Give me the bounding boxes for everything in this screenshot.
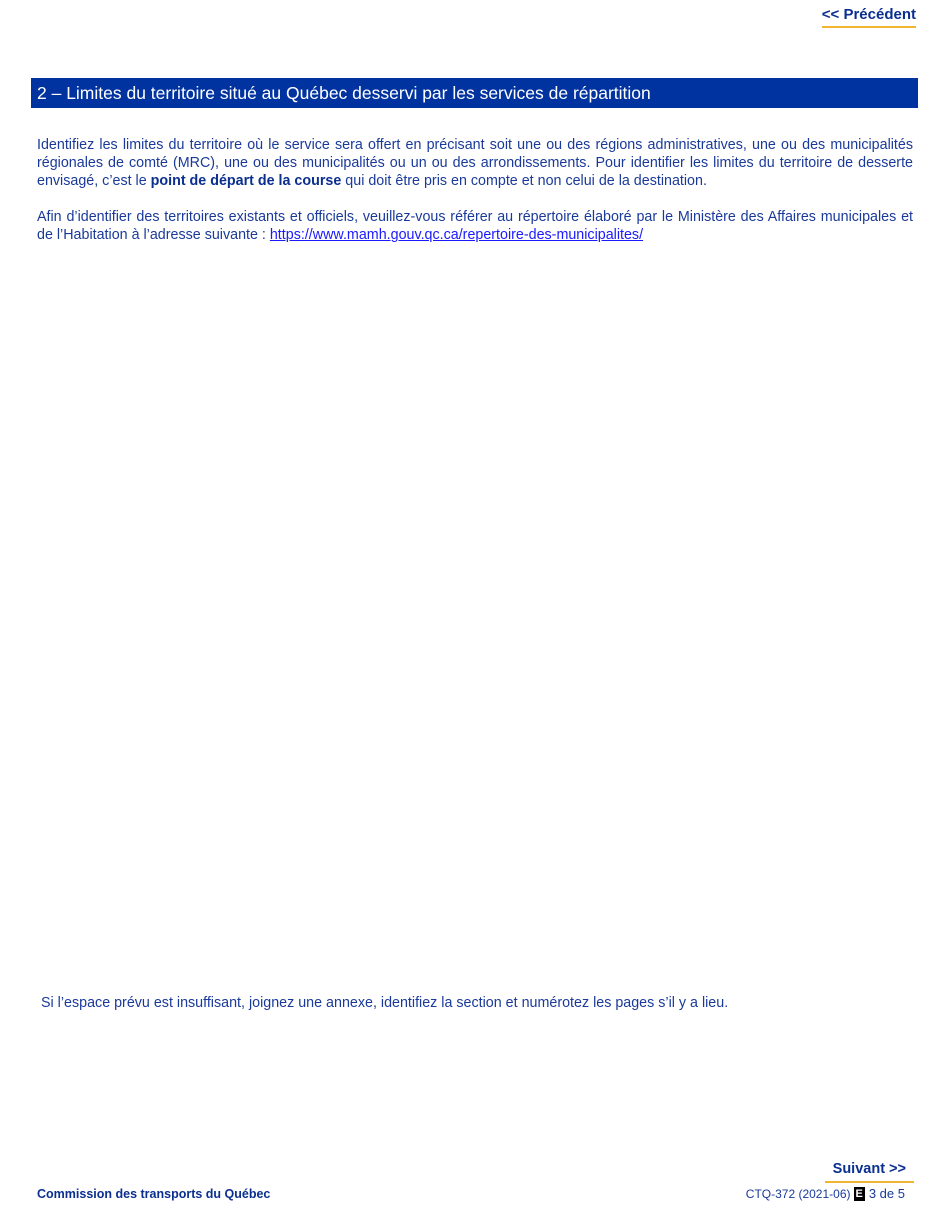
instructions-text-start: Identifiez les limites du territoire où le service sera offert en précisant soit une ou des régions administratives, une ou des municipalités régionales de comté (MRC), une ou des municipalités ou un ou des arrondissements. Pour identifier les limites du territoire de desserte envisagé, c’est le: [37, 137, 913, 190]
instructions-bold-text: point de départ de la course: [150, 173, 342, 190]
previous-page-link[interactable]: << Précédent: [822, 6, 916, 28]
footer-organization: Commission des transports du Québec: [37, 1187, 271, 1201]
page-number: 3 de 5: [868, 1186, 905, 1201]
section-title: 2 – Limites du territoire situé au Québec desservi par les services de répartition: [31, 78, 918, 108]
edition-mark: E: [855, 1187, 863, 1200]
territory-limits-textarea[interactable]: [37, 262, 917, 986]
instructions-paragraph: [37, 136, 913, 191]
insufficient-space-note: Si l’espace prévu est insuffisant, joignez une annexe, identifiez la section et numérotez les pages s’il y a lieu.: [41, 995, 729, 1011]
reference-text: Afin d’identifier des territoires existants et officiels, veuillez-vous référer au répertoire élaboré par le Ministère des Affaires municipales et de l’Habitation à l’adresse suivante :: [37, 209, 913, 244]
municipalities-directory-link[interactable]: https://www.mamh.gouv.qc.ca/repertoire-des-municipalites/: [269, 227, 644, 244]
footer-form-info: [746, 1186, 905, 1201]
form-code: CTQ-372 (2021-06): [745, 1186, 851, 1201]
reference-paragraph: [37, 208, 913, 244]
next-page-link[interactable]: Suivant >>: [825, 1161, 914, 1183]
instructions-text-end: qui doit être pris en compte et non celui de la destination.: [341, 173, 707, 190]
